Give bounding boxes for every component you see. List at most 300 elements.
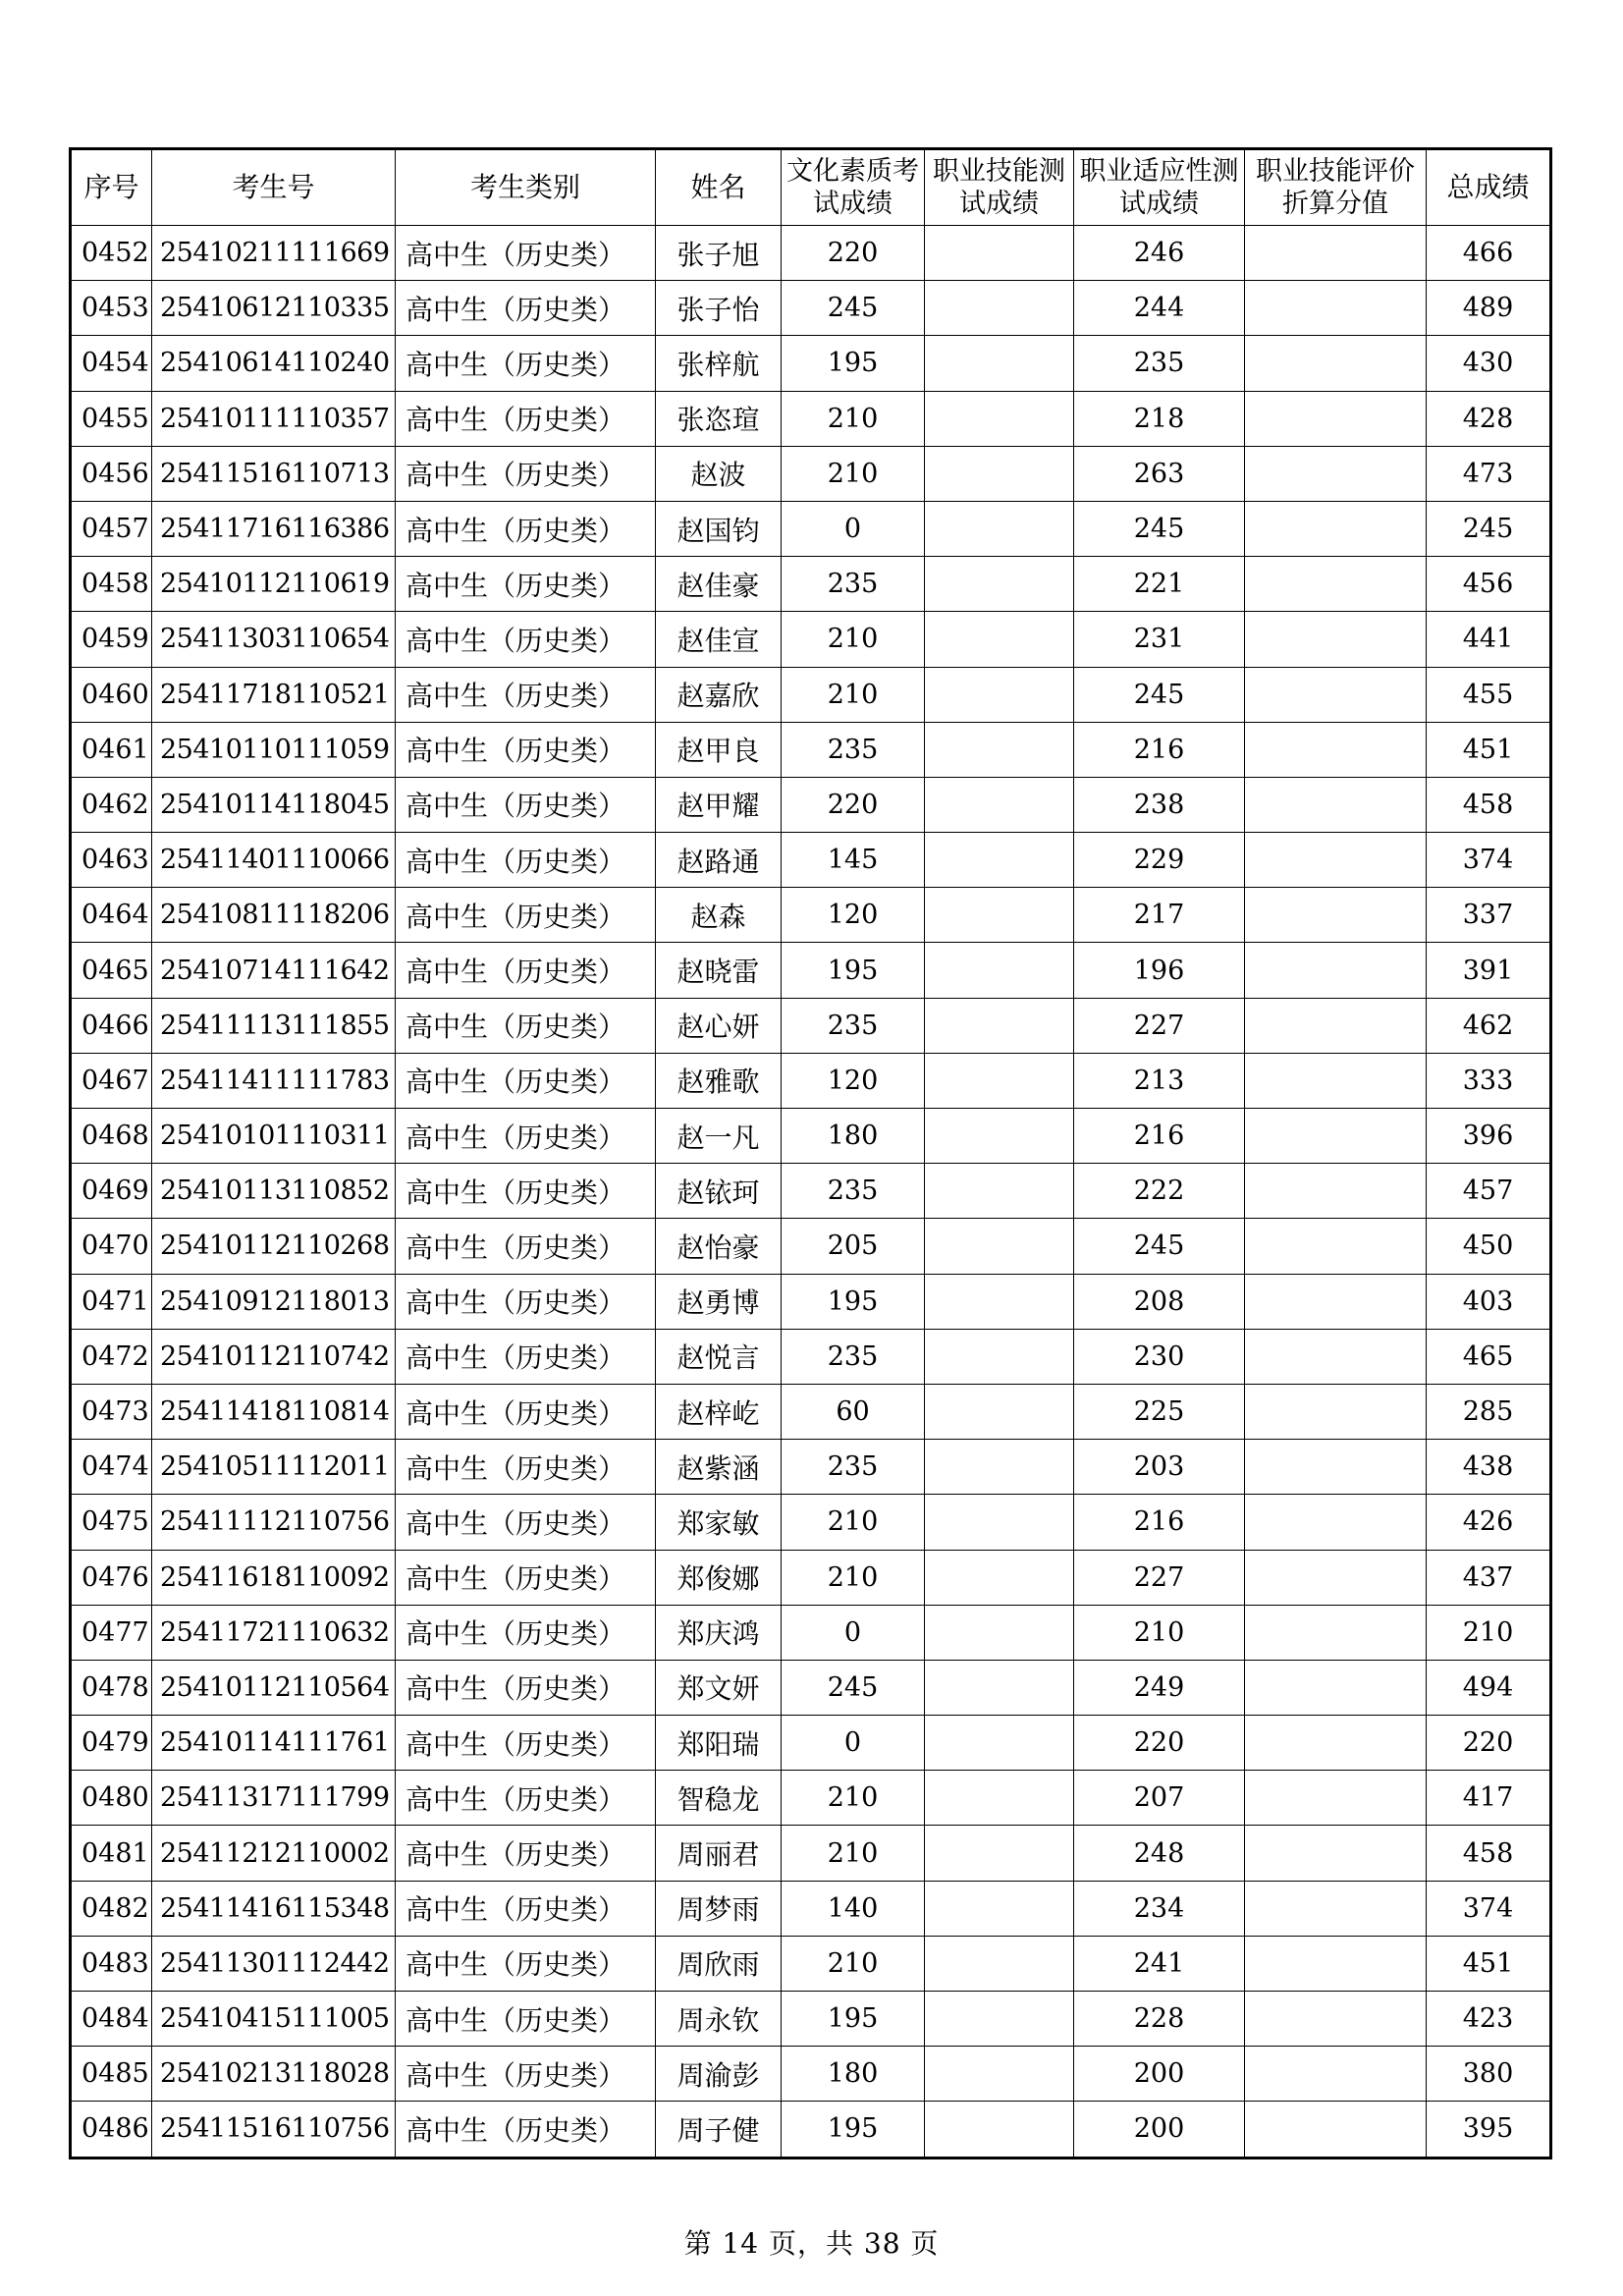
cell-adaptability-score: 249 <box>1074 1660 1245 1715</box>
cell-skill-evaluation-score <box>1245 1771 1427 1826</box>
cell-culture-score: 245 <box>782 1660 925 1715</box>
cell-adaptability-score: 235 <box>1074 336 1245 391</box>
cell-seq: 0474 <box>71 1440 152 1495</box>
table-row <box>71 1384 1551 1439</box>
cell-adaptability-score: 200 <box>1074 2047 1245 2102</box>
cell-skill-test-score <box>925 1109 1074 1164</box>
header-seq: 序号 <box>71 149 152 226</box>
table-row <box>71 501 1551 556</box>
table-row <box>71 1936 1551 1991</box>
cell-skill-evaluation-score <box>1245 1164 1427 1219</box>
table-row <box>71 1826 1551 1881</box>
cell-category: 高中生（历史类） <box>396 336 656 391</box>
cell-skill-evaluation-score <box>1245 1053 1427 1108</box>
cell-culture-score: 120 <box>782 1053 925 1108</box>
cell-adaptability-score: 246 <box>1074 226 1245 281</box>
cell-seq: 0452 <box>71 226 152 281</box>
cell-seq: 0467 <box>71 1053 152 1108</box>
cell-culture-score: 0 <box>782 501 925 556</box>
cell-total-score: 451 <box>1427 722 1551 777</box>
cell-culture-score: 235 <box>782 998 925 1053</box>
cell-culture-score: 235 <box>782 722 925 777</box>
cell-skill-test-score <box>925 833 1074 888</box>
cell-skill-test-score <box>925 226 1074 281</box>
cell-adaptability-score: 245 <box>1074 1219 1245 1274</box>
table-row <box>71 722 1551 777</box>
cell-category: 高中生（历史类） <box>396 612 656 667</box>
page-number: 第 14 页，共 38 页 <box>683 2227 940 2260</box>
cell-category: 高中生（历史类） <box>396 888 656 943</box>
table-row <box>71 1495 1551 1550</box>
cell-skill-evaluation-score <box>1245 1660 1427 1715</box>
table-row <box>71 1992 1551 2047</box>
cell-total-score: 451 <box>1427 1936 1551 1991</box>
cell-name: 周永钦 <box>656 1992 782 2047</box>
cell-exam-id: 25410612110335 <box>152 281 396 336</box>
cell-seq: 0466 <box>71 998 152 1053</box>
cell-adaptability-score: 228 <box>1074 1992 1245 2047</box>
cell-name: 赵铱珂 <box>656 1164 782 1219</box>
cell-skill-evaluation-score <box>1245 1881 1427 1936</box>
cell-category: 高中生（历史类） <box>396 998 656 1053</box>
cell-category: 高中生（历史类） <box>396 943 656 998</box>
cell-adaptability-score: 245 <box>1074 501 1245 556</box>
table-row <box>71 1550 1551 1605</box>
cell-seq: 0472 <box>71 1329 152 1384</box>
cell-category: 高中生（历史类） <box>396 777 656 832</box>
cell-exam-id: 25410113110852 <box>152 1164 396 1219</box>
cell-seq: 0457 <box>71 501 152 556</box>
cell-culture-score: 0 <box>782 1605 925 1660</box>
cell-adaptability-score: 234 <box>1074 1881 1245 1936</box>
cell-exam-id: 25411416115348 <box>152 1881 396 1936</box>
cell-skill-test-score <box>925 1936 1074 1991</box>
cell-name: 周渝彭 <box>656 2047 782 2102</box>
table-row <box>71 1771 1551 1826</box>
cell-skill-test-score <box>925 1495 1074 1550</box>
cell-adaptability-score: 200 <box>1074 2102 1245 2158</box>
cell-seq: 0458 <box>71 557 152 612</box>
cell-seq: 0485 <box>71 2047 152 2102</box>
cell-name: 张梓航 <box>656 336 782 391</box>
header-skill-test-score: 职业技能测试成绩 <box>925 149 1074 226</box>
cell-category: 高中生（历史类） <box>396 667 656 722</box>
cell-skill-evaluation-score <box>1245 1992 1427 2047</box>
cell-skill-evaluation-score <box>1245 1384 1427 1439</box>
cell-total-score: 458 <box>1427 1826 1551 1881</box>
cell-category: 高中生（历史类） <box>396 1274 656 1329</box>
cell-exam-id: 25410111110357 <box>152 391 396 446</box>
cell-skill-test-score <box>925 1660 1074 1715</box>
cell-skill-evaluation-score <box>1245 1936 1427 1991</box>
table-row <box>71 446 1551 501</box>
cell-total-score: 245 <box>1427 501 1551 556</box>
cell-skill-test-score <box>925 391 1074 446</box>
header-row <box>71 149 1551 226</box>
cell-total-score: 437 <box>1427 1550 1551 1605</box>
cell-exam-id: 25411112110756 <box>152 1495 396 1550</box>
cell-adaptability-score: 216 <box>1074 1109 1245 1164</box>
cell-skill-test-score <box>925 336 1074 391</box>
cell-total-score: 441 <box>1427 612 1551 667</box>
cell-culture-score: 60 <box>782 1384 925 1439</box>
cell-exam-id: 25410114118045 <box>152 777 396 832</box>
cell-category: 高中生（历史类） <box>396 1329 656 1384</box>
cell-exam-id: 25410112110742 <box>152 1329 396 1384</box>
cell-total-score: 426 <box>1427 1495 1551 1550</box>
cell-culture-score: 210 <box>782 612 925 667</box>
table-row <box>71 1716 1551 1771</box>
cell-adaptability-score: 241 <box>1074 1936 1245 1991</box>
cell-total-score: 395 <box>1427 2102 1551 2158</box>
cell-seq: 0456 <box>71 446 152 501</box>
cell-total-score: 380 <box>1427 2047 1551 2102</box>
table-row <box>71 1605 1551 1660</box>
cell-seq: 0459 <box>71 612 152 667</box>
cell-skill-test-score <box>925 943 1074 998</box>
cell-name: 赵嘉欣 <box>656 667 782 722</box>
cell-skill-evaluation-score <box>1245 1219 1427 1274</box>
cell-seq: 0473 <box>71 1384 152 1439</box>
cell-total-score: 220 <box>1427 1716 1551 1771</box>
cell-seq: 0461 <box>71 722 152 777</box>
cell-name: 赵紫涵 <box>656 1440 782 1495</box>
cell-category: 高中生（历史类） <box>396 1109 656 1164</box>
cell-total-score: 456 <box>1427 557 1551 612</box>
cell-skill-evaluation-score <box>1245 777 1427 832</box>
table-row <box>71 1329 1551 1384</box>
cell-adaptability-score: 221 <box>1074 557 1245 612</box>
cell-skill-evaluation-score <box>1245 667 1427 722</box>
cell-category: 高中生（历史类） <box>396 1384 656 1439</box>
cell-total-score: 438 <box>1427 1440 1551 1495</box>
cell-skill-test-score <box>925 557 1074 612</box>
cell-exam-id: 25410912118013 <box>152 1274 396 1329</box>
cell-exam-id: 25411718110521 <box>152 667 396 722</box>
cell-seq: 0484 <box>71 1992 152 2047</box>
cell-exam-id: 25411411111783 <box>152 1053 396 1108</box>
cell-skill-test-score <box>925 1219 1074 1274</box>
cell-skill-test-score <box>925 281 1074 336</box>
cell-category: 高中生（历史类） <box>396 1440 656 1495</box>
table-row <box>71 1164 1551 1219</box>
table-header <box>71 149 1551 226</box>
cell-category: 高中生（历史类） <box>396 1881 656 1936</box>
cell-seq: 0480 <box>71 1771 152 1826</box>
cell-seq: 0482 <box>71 1881 152 1936</box>
cell-name: 张恣瑄 <box>656 391 782 446</box>
cell-total-score: 457 <box>1427 1164 1551 1219</box>
cell-category: 高中生（历史类） <box>396 391 656 446</box>
cell-name: 赵路通 <box>656 833 782 888</box>
cell-category: 高中生（历史类） <box>396 1826 656 1881</box>
cell-culture-score: 220 <box>782 777 925 832</box>
cell-adaptability-score: 244 <box>1074 281 1245 336</box>
cell-total-score: 473 <box>1427 446 1551 501</box>
cell-name: 张子旭 <box>656 226 782 281</box>
cell-seq: 0469 <box>71 1164 152 1219</box>
cell-seq: 0471 <box>71 1274 152 1329</box>
cell-exam-id: 25410112110619 <box>152 557 396 612</box>
header-category: 考生类别 <box>396 149 656 226</box>
cell-exam-id: 25410415111005 <box>152 1992 396 2047</box>
cell-skill-test-score <box>925 1053 1074 1108</box>
cell-category: 高中生（历史类） <box>396 1716 656 1771</box>
cell-total-score: 417 <box>1427 1771 1551 1826</box>
cell-name: 张子怡 <box>656 281 782 336</box>
cell-exam-id: 25411212110002 <box>152 1826 396 1881</box>
cell-skill-evaluation-score <box>1245 833 1427 888</box>
cell-adaptability-score: 227 <box>1074 1550 1245 1605</box>
cell-skill-test-score <box>925 1164 1074 1219</box>
cell-culture-score: 210 <box>782 1550 925 1605</box>
cell-category: 高中生（历史类） <box>396 1605 656 1660</box>
cell-total-score: 465 <box>1427 1329 1551 1384</box>
table-row <box>71 943 1551 998</box>
cell-skill-test-score <box>925 2102 1074 2158</box>
cell-total-score: 494 <box>1427 1660 1551 1715</box>
cell-adaptability-score: 218 <box>1074 391 1245 446</box>
cell-skill-evaluation-score <box>1245 391 1427 446</box>
header-exam-id: 考生号 <box>152 149 396 226</box>
cell-culture-score: 180 <box>782 2047 925 2102</box>
cell-skill-evaluation-score <box>1245 2102 1427 2158</box>
cell-total-score: 458 <box>1427 777 1551 832</box>
cell-seq: 0454 <box>71 336 152 391</box>
cell-category: 高中生（历史类） <box>396 501 656 556</box>
header-total-score: 总成绩 <box>1427 149 1551 226</box>
table-row <box>71 557 1551 612</box>
cell-skill-evaluation-score <box>1245 1826 1427 1881</box>
cell-exam-id: 25410614110240 <box>152 336 396 391</box>
cell-name: 赵一凡 <box>656 1109 782 1164</box>
table-row <box>71 1109 1551 1164</box>
cell-category: 高中生（历史类） <box>396 1550 656 1605</box>
cell-total-score: 455 <box>1427 667 1551 722</box>
cell-category: 高中生（历史类） <box>396 1495 656 1550</box>
cell-adaptability-score: 263 <box>1074 446 1245 501</box>
cell-exam-id: 25410110111059 <box>152 722 396 777</box>
cell-name: 郑俊娜 <box>656 1550 782 1605</box>
cell-name: 赵森 <box>656 888 782 943</box>
cell-culture-score: 195 <box>782 336 925 391</box>
cell-name: 郑家敏 <box>656 1495 782 1550</box>
cell-culture-score: 195 <box>782 943 925 998</box>
cell-skill-test-score <box>925 777 1074 832</box>
cell-skill-test-score <box>925 998 1074 1053</box>
cell-total-score: 210 <box>1427 1605 1551 1660</box>
table-row <box>71 2047 1551 2102</box>
cell-category: 高中生（历史类） <box>396 2047 656 2102</box>
table-row <box>71 1053 1551 1108</box>
cell-exam-id: 25411716116386 <box>152 501 396 556</box>
cell-seq: 0455 <box>71 391 152 446</box>
cell-culture-score: 145 <box>782 833 925 888</box>
cell-culture-score: 235 <box>782 1164 925 1219</box>
cell-skill-test-score <box>925 1716 1074 1771</box>
cell-category: 高中生（历史类） <box>396 557 656 612</box>
cell-skill-evaluation-score <box>1245 612 1427 667</box>
cell-seq: 0475 <box>71 1495 152 1550</box>
cell-culture-score: 140 <box>782 1881 925 1936</box>
cell-exam-id: 25411113111855 <box>152 998 396 1053</box>
cell-total-score: 466 <box>1427 226 1551 281</box>
cell-name: 赵甲良 <box>656 722 782 777</box>
cell-skill-test-score <box>925 1329 1074 1384</box>
cell-adaptability-score: 248 <box>1074 1826 1245 1881</box>
cell-seq: 0481 <box>71 1826 152 1881</box>
cell-skill-evaluation-score <box>1245 1274 1427 1329</box>
cell-adaptability-score: 225 <box>1074 1384 1245 1439</box>
cell-skill-evaluation-score <box>1245 888 1427 943</box>
cell-culture-score: 235 <box>782 557 925 612</box>
cell-category: 高中生（历史类） <box>396 281 656 336</box>
cell-seq: 0463 <box>71 833 152 888</box>
cell-total-score: 489 <box>1427 281 1551 336</box>
cell-skill-test-score <box>925 888 1074 943</box>
cell-skill-test-score <box>925 1992 1074 2047</box>
cell-exam-id: 25411618110092 <box>152 1550 396 1605</box>
cell-adaptability-score: 208 <box>1074 1274 1245 1329</box>
cell-skill-evaluation-score <box>1245 557 1427 612</box>
cell-culture-score: 210 <box>782 1936 925 1991</box>
cell-culture-score: 205 <box>782 1219 925 1274</box>
cell-adaptability-score: 230 <box>1074 1329 1245 1384</box>
table-row <box>71 612 1551 667</box>
cell-name: 赵甲耀 <box>656 777 782 832</box>
cell-category: 高中生（历史类） <box>396 226 656 281</box>
cell-exam-id: 25410511112011 <box>152 1440 396 1495</box>
cell-adaptability-score: 222 <box>1074 1164 1245 1219</box>
cell-exam-id: 25410811118206 <box>152 888 396 943</box>
cell-culture-score: 210 <box>782 1495 925 1550</box>
cell-name: 赵雅歌 <box>656 1053 782 1108</box>
cell-category: 高中生（历史类） <box>396 1164 656 1219</box>
header-name: 姓名 <box>656 149 782 226</box>
cell-total-score: 374 <box>1427 833 1551 888</box>
cell-seq: 0478 <box>71 1660 152 1715</box>
cell-skill-test-score <box>925 1826 1074 1881</box>
cell-category: 高中生（历史类） <box>396 2102 656 2158</box>
cell-skill-evaluation-score <box>1245 446 1427 501</box>
cell-seq: 0460 <box>71 667 152 722</box>
cell-adaptability-score: 196 <box>1074 943 1245 998</box>
table-row <box>71 888 1551 943</box>
cell-culture-score: 180 <box>782 1109 925 1164</box>
header-adaptability-score: 职业适应性测试成绩 <box>1074 149 1245 226</box>
cell-skill-test-score <box>925 1881 1074 1936</box>
cell-category: 高中生（历史类） <box>396 1771 656 1826</box>
cell-name: 赵波 <box>656 446 782 501</box>
table-row <box>71 998 1551 1053</box>
header-skill-evaluation-score: 职业技能评价折算分值 <box>1245 149 1427 226</box>
cell-seq: 0465 <box>71 943 152 998</box>
cell-culture-score: 220 <box>782 226 925 281</box>
cell-name: 周子健 <box>656 2102 782 2158</box>
cell-exam-id: 25410112110564 <box>152 1660 396 1715</box>
cell-name: 赵梓屹 <box>656 1384 782 1439</box>
cell-total-score: 403 <box>1427 1274 1551 1329</box>
cell-skill-evaluation-score <box>1245 722 1427 777</box>
cell-skill-evaluation-score <box>1245 1605 1427 1660</box>
cell-skill-test-score <box>925 2047 1074 2102</box>
cell-exam-id: 25411317111799 <box>152 1771 396 1826</box>
cell-adaptability-score: 227 <box>1074 998 1245 1053</box>
table-row <box>71 1881 1551 1936</box>
cell-skill-test-score <box>925 1605 1074 1660</box>
cell-skill-evaluation-score <box>1245 1716 1427 1771</box>
cell-adaptability-score: 245 <box>1074 667 1245 722</box>
cell-category: 高中生（历史类） <box>396 446 656 501</box>
cell-category: 高中生（历史类） <box>396 1936 656 1991</box>
table-row <box>71 336 1551 391</box>
cell-exam-id: 25411418110814 <box>152 1384 396 1439</box>
cell-name: 周欣雨 <box>656 1936 782 1991</box>
cell-culture-score: 210 <box>782 667 925 722</box>
table-row <box>71 1660 1551 1715</box>
cell-culture-score: 195 <box>782 1274 925 1329</box>
header-culture-score: 文化素质考试成绩 <box>782 149 925 226</box>
cell-skill-evaluation-score <box>1245 1440 1427 1495</box>
cell-skill-evaluation-score <box>1245 336 1427 391</box>
cell-adaptability-score: 217 <box>1074 888 1245 943</box>
table-row <box>71 2102 1551 2158</box>
cell-exam-id: 25410211111669 <box>152 226 396 281</box>
table-row <box>71 226 1551 281</box>
cell-category: 高中生（历史类） <box>396 1992 656 2047</box>
cell-seq: 0470 <box>71 1219 152 1274</box>
cell-skill-test-score <box>925 1384 1074 1439</box>
table-row <box>71 1219 1551 1274</box>
cell-total-score: 391 <box>1427 943 1551 998</box>
cell-exam-id: 25410101110311 <box>152 1109 396 1164</box>
cell-name: 郑文妍 <box>656 1660 782 1715</box>
table-row <box>71 1440 1551 1495</box>
cell-culture-score: 210 <box>782 391 925 446</box>
cell-skill-test-score <box>925 722 1074 777</box>
cell-seq: 0486 <box>71 2102 152 2158</box>
cell-adaptability-score: 231 <box>1074 612 1245 667</box>
cell-category: 高中生（历史类） <box>396 1219 656 1274</box>
table-body <box>71 226 1551 2159</box>
cell-skill-test-score <box>925 1771 1074 1826</box>
cell-total-score: 333 <box>1427 1053 1551 1108</box>
cell-seq: 0477 <box>71 1605 152 1660</box>
cell-adaptability-score: 207 <box>1074 1771 1245 1826</box>
cell-culture-score: 235 <box>782 1329 925 1384</box>
cell-total-score: 430 <box>1427 336 1551 391</box>
cell-exam-id: 25410714111642 <box>152 943 396 998</box>
cell-seq: 0476 <box>71 1550 152 1605</box>
cell-skill-test-score <box>925 1550 1074 1605</box>
cell-total-score: 462 <box>1427 998 1551 1053</box>
cell-adaptability-score: 203 <box>1074 1440 1245 1495</box>
cell-name: 赵怡豪 <box>656 1219 782 1274</box>
table-row <box>71 667 1551 722</box>
cell-skill-test-score <box>925 612 1074 667</box>
cell-name: 赵心妍 <box>656 998 782 1053</box>
cell-name: 赵晓雷 <box>656 943 782 998</box>
cell-skill-evaluation-score <box>1245 226 1427 281</box>
cell-adaptability-score: 216 <box>1074 722 1245 777</box>
cell-adaptability-score: 220 <box>1074 1716 1245 1771</box>
table-row <box>71 1274 1551 1329</box>
cell-name: 周梦雨 <box>656 1881 782 1936</box>
cell-total-score: 450 <box>1427 1219 1551 1274</box>
cell-exam-id: 25411401110066 <box>152 833 396 888</box>
cell-seq: 0453 <box>71 281 152 336</box>
cell-total-score: 285 <box>1427 1384 1551 1439</box>
